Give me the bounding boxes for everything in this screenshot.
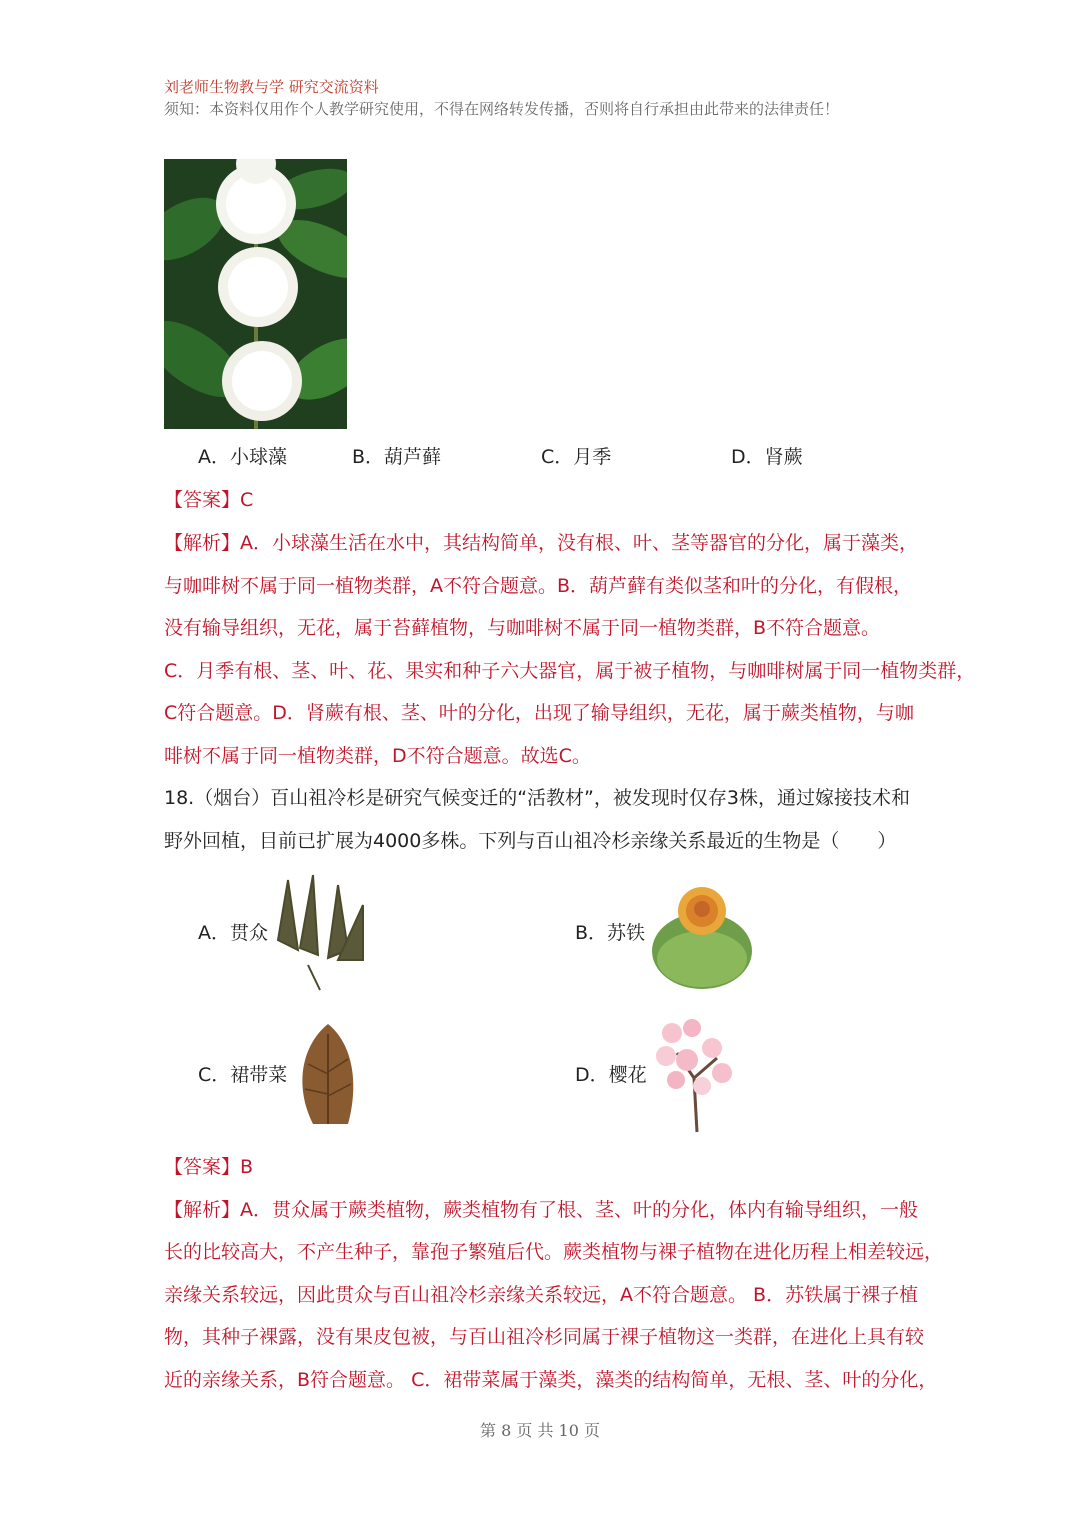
- header-title: 刘老师生物教与学 研究交流资料: [164, 78, 379, 96]
- q17-analysis-line: C．月季有根、茎、叶、花、果实和种子六大器官，属于被子植物，与咖啡树属于同一植物类群，: [164, 660, 976, 682]
- fern-image: [268, 870, 372, 996]
- q17-analysis-line: 啡树不属于同一植物类群，D不符合题意。故选C。: [164, 745, 591, 767]
- q18-option-c: C．裙带菜: [198, 1064, 288, 1086]
- q18-option-a: A．贯众: [198, 922, 268, 944]
- q17-analysis-line: C符合题意。D．肾蕨有根、茎、叶的分化，出现了输导组织，无花，属于蕨类植物，与咖: [164, 702, 914, 724]
- q17-analysis-line: 【解析】A．小球藻生活在水中，其结构简单，没有根、叶、茎等器官的分化，属于藻类，: [164, 532, 918, 554]
- q18-stem-line: 18.（烟台）百山祖冷杉是研究气候变迁的“活教材”，被发现时仅存3株，通过嫁接技术和: [164, 787, 910, 809]
- q18-option-d: D．樱花: [575, 1064, 647, 1086]
- q17-analysis-line: 与咖啡树不属于同一植物类群，A不符合题意。B．葫芦藓有类似茎和叶的分化，有假根，: [164, 575, 913, 597]
- cherry-blossom-image: [652, 1018, 736, 1134]
- q17-option-d: D．肾蕨: [731, 446, 803, 468]
- q17-answer: 【答案】C: [164, 489, 254, 511]
- q18-analysis-line: 物，其种子裸露，没有果皮包被，与百山祖冷杉同属于裸子植物这一类群，在进化上具有较: [164, 1326, 925, 1348]
- q17-option-a: A．小球藻: [198, 446, 287, 468]
- q18-analysis-line: 【解析】A．贯众属于蕨类植物，蕨类植物有了根、茎、叶的分化，体内有输导组织，一般: [164, 1199, 918, 1221]
- header-notice: 须知：本资料仅用作个人教学研究使用，不得在网络转发传播，否则将自行承担由此带来的法律责任！: [164, 100, 840, 118]
- q17-analysis-line: 没有输导组织，无花，属于苔藓植物，与咖啡树不属于同一植物类群，B不符合题意。: [164, 617, 881, 639]
- q18-analysis-line: 亲缘关系较远，因此贯众与百山祖冷杉亲缘关系较远，A不符合题意。 B．苏铁属于裸子植: [164, 1284, 919, 1306]
- cycas-image: [650, 879, 754, 991]
- kelp-image: [293, 1024, 359, 1128]
- q18-option-b: B．苏铁: [575, 922, 646, 944]
- q17-option-c: C．月季: [541, 446, 612, 468]
- q18-answer: 【答案】B: [164, 1156, 254, 1178]
- q18-analysis-line: 近的亲缘关系，B符合题意。 C．裙带菜属于藻类，藻类的结构简单，无根、茎、叶的分化，: [164, 1369, 938, 1391]
- q17-option-b: B．葫芦藓: [352, 446, 442, 468]
- coffee-flower-image: [164, 159, 347, 429]
- page-header: [164, 76, 839, 120]
- q18-analysis-line: 长的比较高大，不产生种子，靠孢子繁殖后代。蕨类植物与裸子植物在进化历程上相差较远，: [164, 1241, 944, 1263]
- page-footer: 第 8 页 共 10 页: [480, 1421, 600, 1440]
- q18-stem-line: 野外回植，目前已扩展为4000多株。下列与百山祖冷杉亲缘关系最近的生物是（ ）: [164, 830, 897, 852]
